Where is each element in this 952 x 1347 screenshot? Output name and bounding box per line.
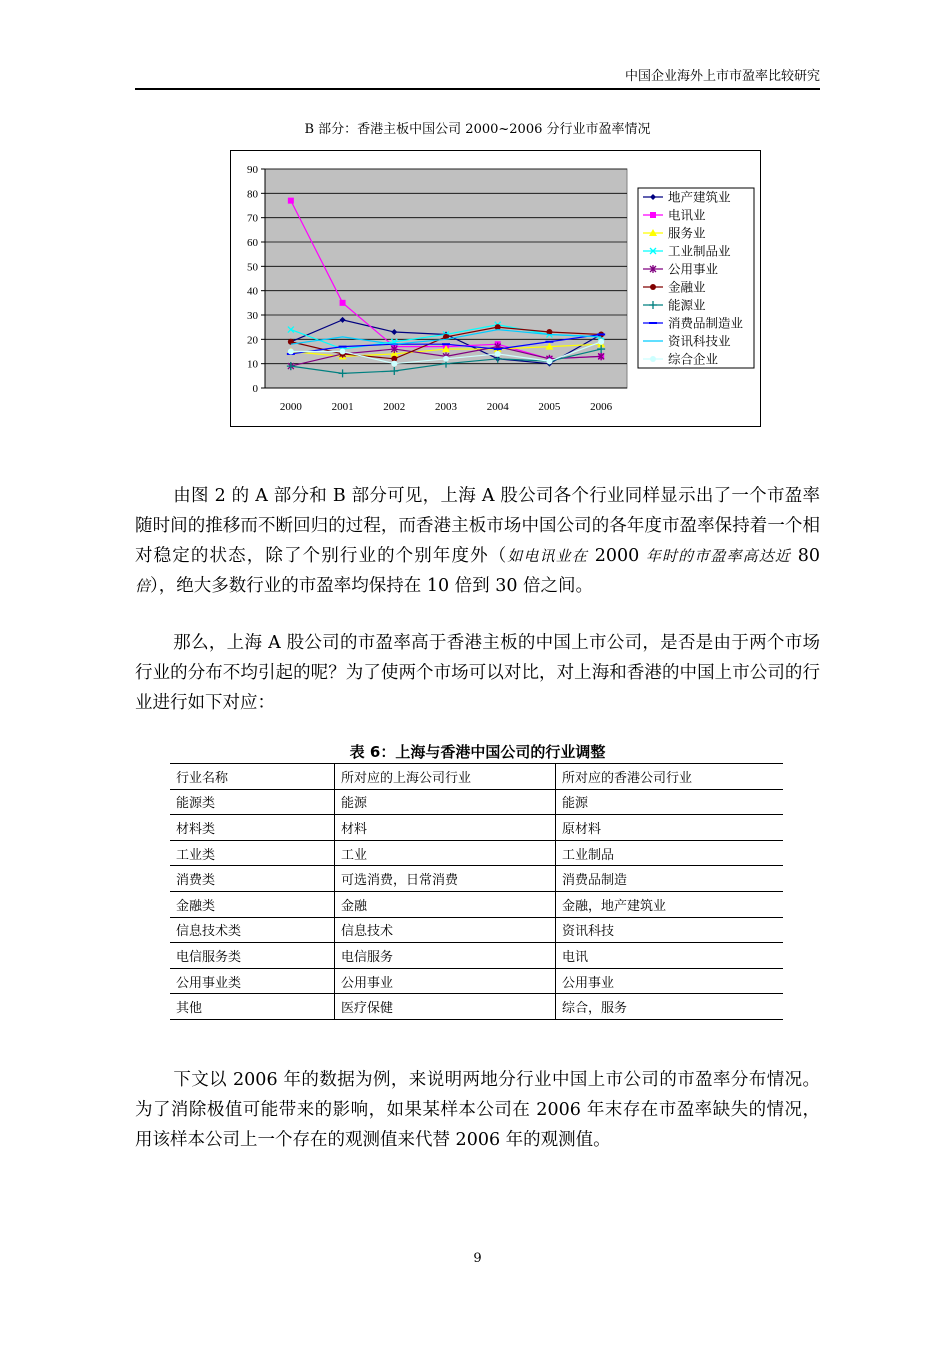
paragraph-1-emphasis-2: 年时的市盈率高达近: [645, 547, 792, 565]
chart-caption: B 部分：香港主板中国公司 2000~2006 分行业市盈率情况: [304, 122, 651, 137]
table-cell: 电信服务类: [170, 943, 335, 969]
series-1-point: [340, 300, 346, 306]
table-cell: 工业制品: [556, 840, 784, 866]
table-cell: 材料: [335, 815, 556, 841]
y-tick-label: 40: [247, 285, 258, 298]
table-cell: 能源: [335, 789, 556, 815]
paragraph-3-text: 下文以 2006 年的数据为例，来说明两地分行业中国上市公司的市盈率分布情况。为了消除极值可能带来的影响，如果某样本公司在 2006 年末存在市盈率缺失的情况，用该样本公司上一个存在的观测值来代替 2006 年的观测值。: [135, 1070, 820, 1150]
table-header-row: [170, 764, 783, 790]
y-tick-label: 20: [247, 334, 258, 347]
table-cell: 金融: [335, 891, 556, 917]
table-cell: 电讯: [556, 943, 784, 969]
y-tick-label: 90: [247, 164, 258, 176]
legend-marker: [650, 284, 656, 290]
y-tick-label: 80: [247, 188, 258, 201]
table-cell: 消费品制造: [556, 866, 784, 892]
legend-label: 工业制品业: [668, 244, 731, 259]
table-row: [170, 840, 783, 866]
table-cell: 可选消费，日常消费: [335, 866, 556, 892]
legend-label: 地产建筑业: [668, 190, 731, 205]
table-cell: 资讯科技: [556, 917, 784, 943]
paragraph-1-emphasis-1: 如电讯业在: [507, 547, 589, 565]
series-9-point: [288, 349, 294, 355]
series-9-point: [598, 339, 604, 345]
table-cell: 医疗保健: [335, 994, 556, 1020]
table-row: [170, 917, 783, 943]
paragraph-3: [135, 1065, 820, 1155]
table-row: [170, 943, 783, 969]
paragraph-2: [135, 628, 820, 718]
running-header: 中国企业海外上市市盈率比较研究: [624, 69, 820, 84]
paragraph-1-number-1: 2000: [588, 546, 646, 566]
table-cell: 能源类: [170, 789, 335, 815]
table-cell: 公用事业类: [170, 968, 335, 994]
legend-marker: [650, 212, 656, 218]
series-1-point: [288, 198, 294, 204]
table-row: [170, 815, 783, 841]
table-row: [170, 968, 783, 994]
paragraph-2-text: 那么，上海 A 股公司的市盈率高于香港主板的中国上市公司，是否是由于两个市场行业的分布不均引起的呢？为了使两个市场可以对比，对上海和香港的中国上市公司的行业进行如下对应：: [135, 633, 820, 713]
paragraph-1-text-end: ），绝大多数行业的市盈率均保持在 10 倍到 30 倍之间。: [150, 576, 594, 596]
plot-area: [247, 164, 627, 413]
y-tick-label: 60: [247, 237, 258, 249]
table-row: [170, 891, 783, 917]
legend-label: 消费品制造业: [668, 316, 744, 331]
table-header-cell: 所对应的上海公司行业: [335, 764, 556, 790]
table-cell: 工业类: [170, 840, 335, 866]
legend-marker: [650, 356, 656, 362]
table-cell: 公用事业: [335, 968, 556, 994]
table-cell: 金融，地产建筑业: [556, 891, 784, 917]
y-tick-label: 10: [247, 358, 258, 371]
table-cell: 消费类: [170, 866, 335, 892]
table-row: [170, 994, 783, 1020]
series-9-point: [443, 356, 449, 362]
table-row: [170, 789, 783, 815]
x-tick-label: 2000: [279, 401, 302, 413]
chart-legend: [638, 188, 754, 368]
paragraph-1-number-2: 80: [791, 546, 820, 566]
paragraph-1: [135, 481, 820, 601]
y-tick-label: 70: [247, 212, 258, 225]
table-cell: 能源: [556, 789, 784, 815]
industry-mapping-table: [170, 763, 783, 1020]
pe-line-chart: [230, 150, 761, 427]
legend-label: 资讯科技业: [668, 334, 731, 349]
table-cell: 信息技术类: [170, 917, 335, 943]
x-tick-label: 2001: [331, 401, 354, 413]
paragraph-1-text: 由图 2 的 A 部分和 B 部分可见，上海 A 股公司各个行业同样显示出了一个市盈率随时间的推移而不断回归的过程，而香港主板市场中国公司的各年度市盈率保持着一个相对稳定的状态，除了个别行业的个别年度外（: [135, 486, 820, 566]
paragraph-1-emphasis-3: 倍: [135, 577, 151, 595]
table-cell: 综合，服务: [556, 994, 784, 1020]
x-tick-label: 2005: [538, 401, 561, 413]
table-row: [170, 866, 783, 892]
table-cell: 原材料: [556, 815, 784, 841]
y-tick-label: 50: [247, 261, 258, 274]
legend-label: 公用事业: [668, 262, 719, 277]
table-cell: 工业: [335, 840, 556, 866]
table-cell: 公用事业: [556, 968, 784, 994]
x-tick-label: 2006: [590, 401, 613, 413]
x-tick-label: 2002: [383, 401, 406, 413]
table-cell: 其他: [170, 994, 335, 1020]
legend-label: 综合企业: [668, 352, 719, 367]
series-9-point: [391, 361, 397, 367]
x-tick-label: 2003: [435, 401, 457, 413]
page-number: 9: [473, 1251, 482, 1266]
table-caption: 表 6：上海与香港中国公司的行业调整: [349, 743, 606, 761]
table-header-cell: 所对应的香港公司行业: [556, 764, 784, 790]
series-9-point: [495, 351, 501, 357]
legend-label: 能源业: [668, 298, 706, 313]
table-cell: 电信服务: [335, 943, 556, 969]
legend-label: 金融业: [668, 280, 706, 295]
table-cell: 材料类: [170, 815, 335, 841]
legend-label: 电讯业: [668, 208, 706, 223]
y-tick-label: 30: [247, 310, 258, 322]
header-rule: [135, 88, 820, 90]
table-cell: 信息技术: [335, 917, 556, 943]
table-header-cell: 行业名称: [170, 764, 335, 790]
table-cell: 金融类: [170, 891, 335, 917]
y-tick-label: 0: [252, 383, 258, 395]
series-9-point: [340, 349, 346, 355]
x-tick-label: 2004: [486, 401, 509, 413]
series-9-point: [546, 358, 552, 364]
legend-label: 服务业: [668, 226, 706, 241]
